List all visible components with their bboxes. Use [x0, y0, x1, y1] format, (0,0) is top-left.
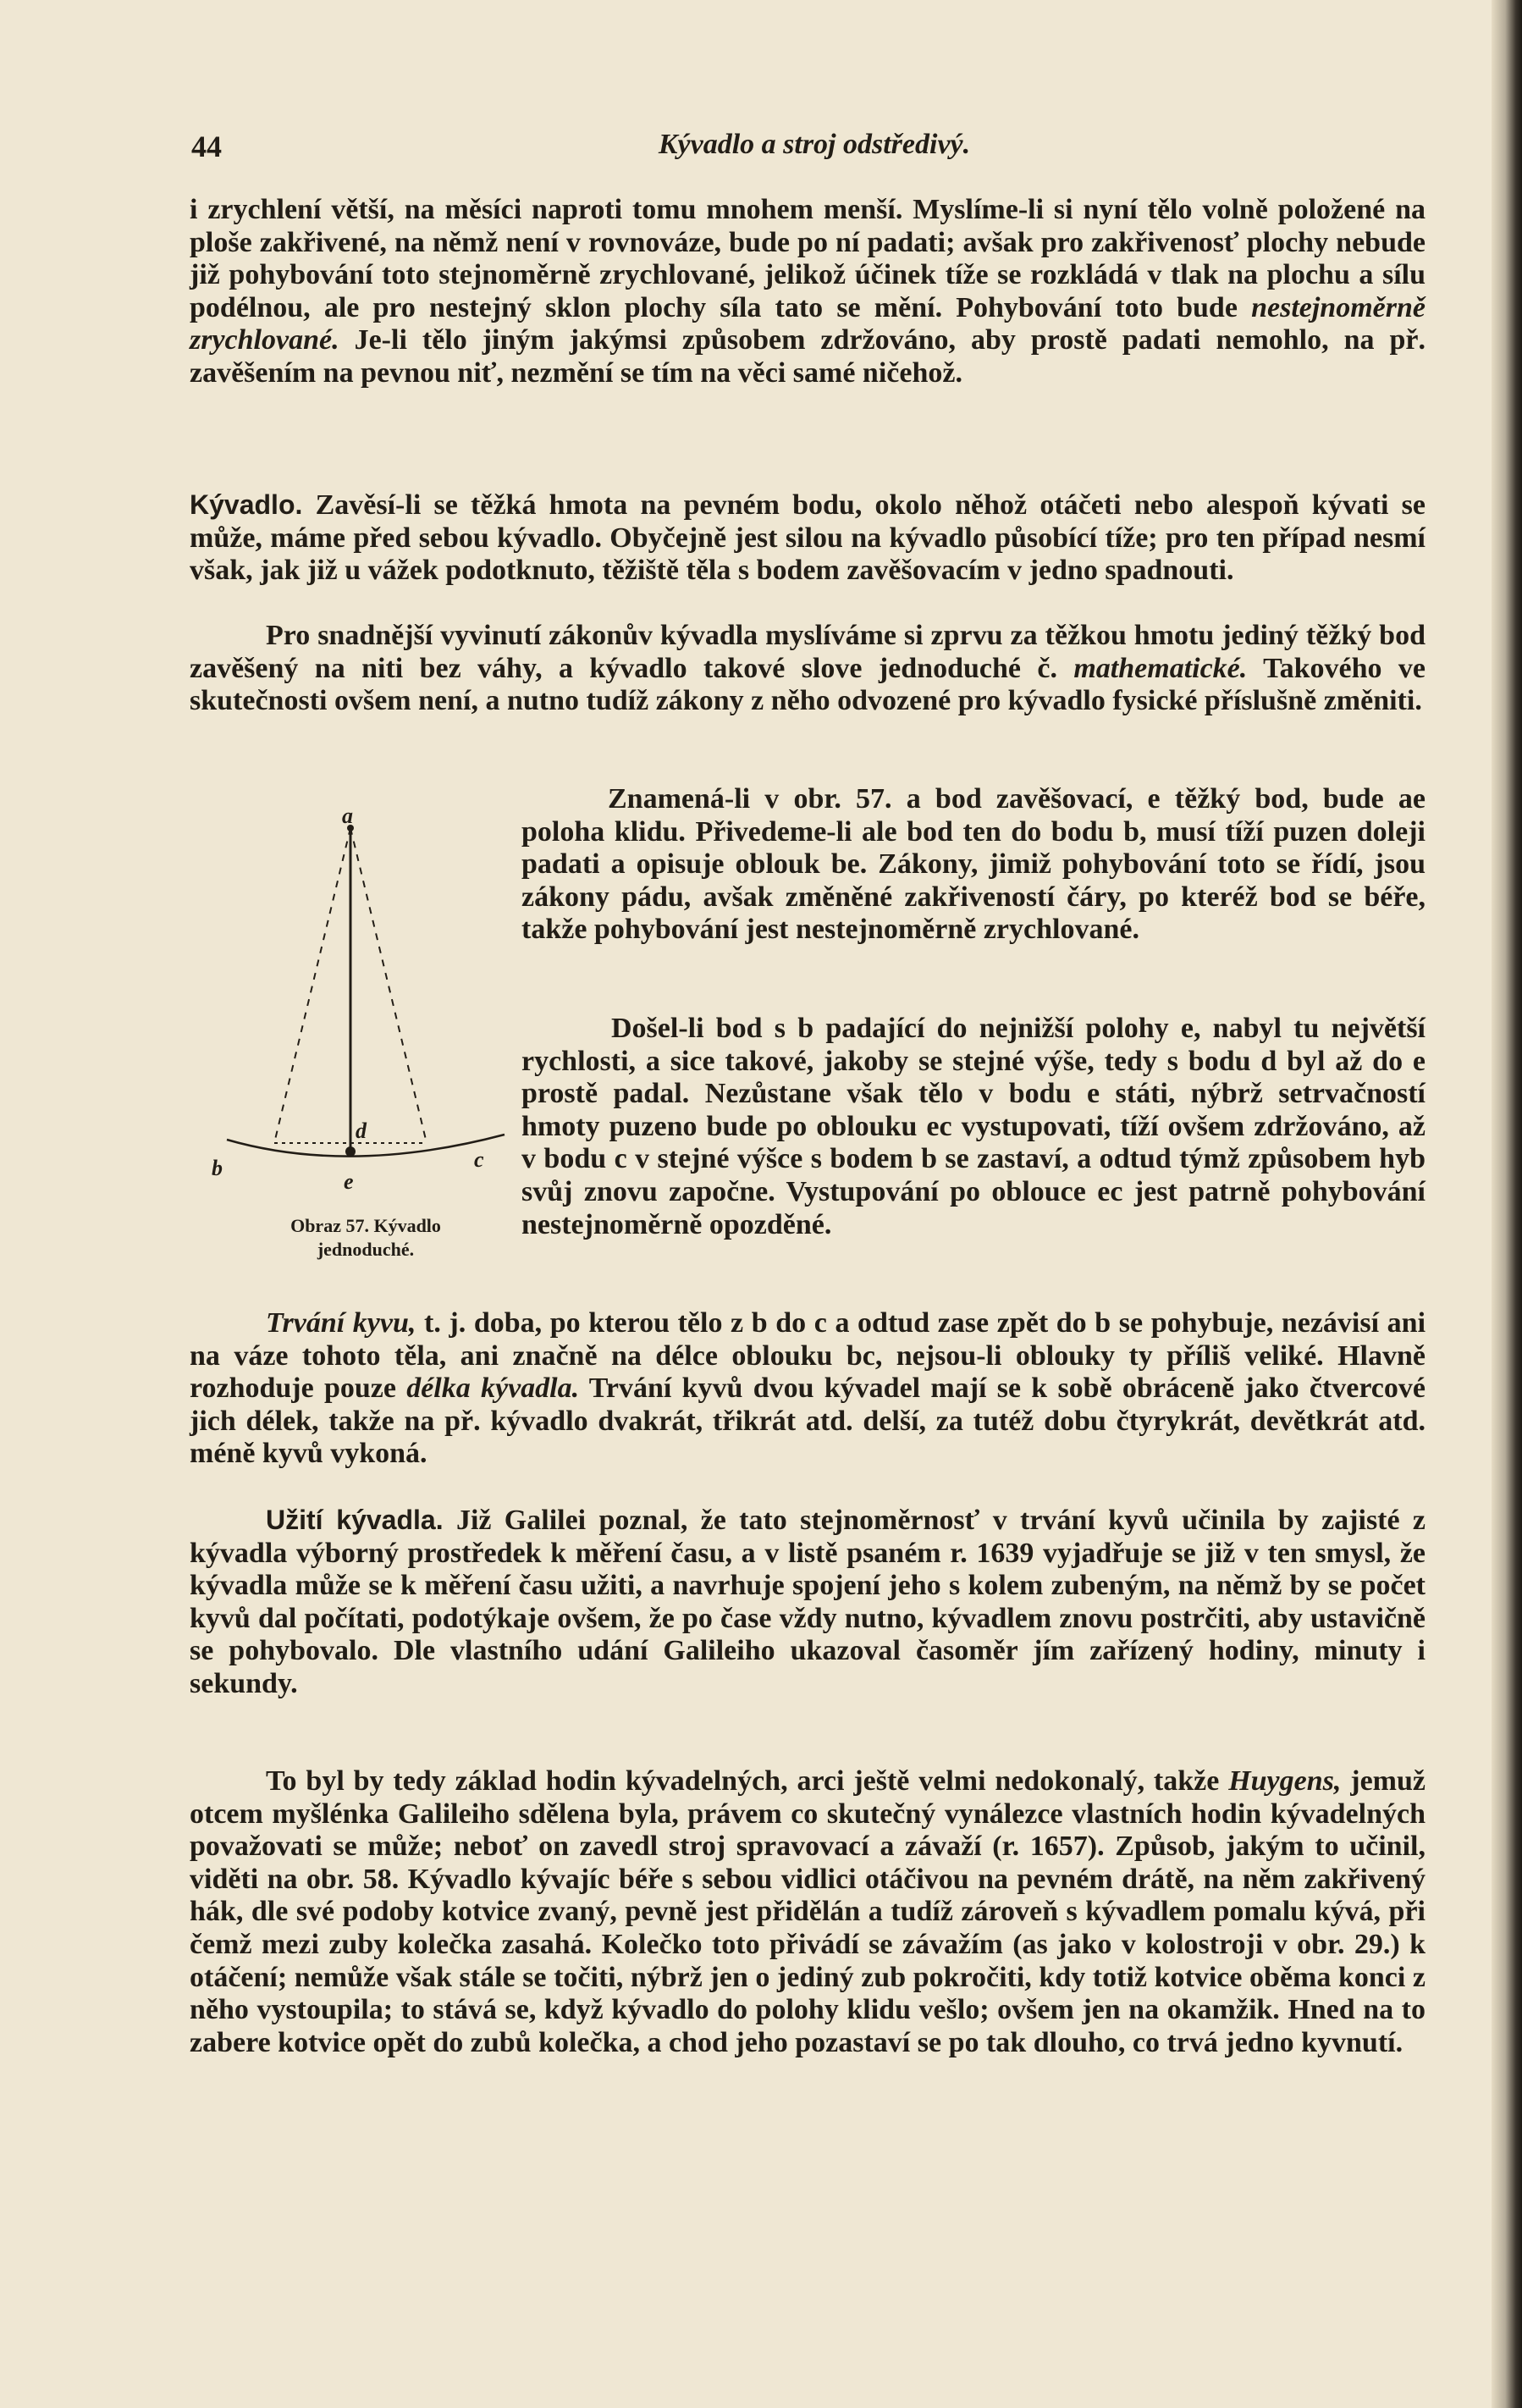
running-title: Kývadlo a stroj odstředivý. [658, 129, 971, 160]
text-span: t. j. doba, po kterou tělo z b do c a odtud zase zpět do b se pohybuje, nezávisí ani na váze tohoto těla, ani značně na délce oblouku bc, nejsou-li oblouky ty příliš veliké. Hlavně rozhoduje pouze [190, 1307, 1426, 1405]
caption-line: jednoduché. [317, 1239, 415, 1260]
text-span: jemuž otcem myšlénka Galileiho sdělena byla, právem co skutečný vynálezce vlastních hodin kývadelných považovati se může; neboť on zavedl stroj spravovací a závaží (r. 1657). Způsob, jakým to učinil, viděti na obr. 58. Kývadlo kývajíc béře s sebou vidlici otáčivou na pevném drátě, na něm zakřivený hák, dle své podoby kotvice zvaný, pevně jest přidělán a tudíž zároveň s kývadlem pomalu kývá, při čemž mezi zuby kolečka zasahá. Kolečko toto přivádí se závažím (as jako v kolostroji v obr. 29.) k otáčení; nemůže však stále se točiti, nýbrž jen o jediný zub pokročiti, kdy totiž kotvice oběma konci z něho vystoupila; to stává se, když kývadlo do polohy klidu vešlo; ovšem jen na okamžik. Hned na to zabere kotvice opět do zubů kolečka, a chod jeho pozastaví se po tak dlouho, co trvá jedno kyvnutí. [190, 1765, 1425, 2058]
emphasis: nestejnoměrně zrychlované. [190, 291, 1425, 356]
text-span: Znamená-li v obr. 57. a bod zavěšovací, e těžký bod, bude ae poloha klidu. Přivedeme-li ale bod ten do bodu b, musí tíží puzen doleji padati a opisuje oblouk be. Zákony, jimiž pohybování toto se řídí, jsou zákony pádu, avšak změněné zakřiveností čáry, po kteréž bod se béře, takže pohybování jest nestejnoměrně zrychlované. [521, 783, 1425, 946]
paragraph-4 [521, 783, 1425, 947]
text-span: Zavěsí-li se těžká hmota na pevném bodu, okolo něhož otáčeti nebo alespoň kývati se může, máme před sebou kývadlo. Obyčejně jest silou na kývadlo působící tíže; pro ten případ nesmí však, jak již u vážek podotknuto, těžiště těla s bodem zavěšovacím v jedno spadnouti. [190, 489, 1426, 587]
pendulum-bob [345, 1146, 356, 1157]
paragraph-5 [521, 1013, 1425, 1241]
text-span: Došel-li bod s b padající do nejnižší polohy e, nabyl tu největší rychlosti, a sice takové, jakoby se stejné výše, tedy s bodu d byl až do e prostě padal. Nezůstane však tělo v bodu e státi, nýbrž setrvačností hmoty puzeno bude po oblouku ec vystupovati, tíží ovšem zdržováno, až v bodu c v stejné výšce s bodem b se zastaví, a odtud týmž způsobem hyb svůj znovu započne. Vystupování po oblouce ec jest patrně pohybování nestejnoměrně opozděné. [521, 1013, 1425, 1240]
emphasis: Huygens, [1228, 1765, 1342, 1797]
text-span: Již Galilei poznal, že tato stejnoměrnosť v trvání kyvů učinila by zajisté z kývadla výborný prostředek k měření času, a v listě psaném r. 1639 vyjadřuje se již v ten smysl, že kývadla může se k měření času užiti, a navrhuje spojení jeho s kolem zubeným, na němž by se počet kyvů dal počítati, podotýkaje ovšem, že po čase vždy nutno, kývadlem znovu postrčiti, aby ustavičně se pohybovalo. Dle vlastního udání Galileiho ukazoval časoměr jím zařízený hodiny, minuty i sekundy. [190, 1505, 1426, 1699]
label-b: b [212, 1156, 223, 1180]
text-span: Takového ve skutečnosti ovšem není, a nutno tudíž zákony z něho odvozené pro kývadlo fysické příslušně změniti. [190, 652, 1426, 717]
paragraph-7 [190, 1504, 1425, 1701]
paragraph-3 [190, 620, 1425, 718]
section-heading: Užití kývadla. [266, 1505, 444, 1535]
paragraph-2 [190, 489, 1425, 588]
swing-line-ac [350, 828, 427, 1143]
emphasis: mathematické. [1073, 652, 1248, 684]
text-span: Pro snadnější vyvinutí zákonův kývadla myslíváme si zprvu za těžkou hmotu jediný těžký bod zavěšený na niti bez váhy, a kývadlo takové slove jednoduché č. [190, 620, 1425, 684]
book-spine-shadow [1492, 0, 1522, 2408]
swing-line-ab [274, 828, 350, 1143]
figure-caption [247, 1214, 484, 1262]
caption-line: Obraz 57. Kývadlo [290, 1215, 441, 1236]
text-span: Trvání kyvů dvou kývadel mají se k sobě obráceně jako čtvercové jich délek, takže na př. kývadlo dvakrát, třikrát atd. delší, za tutéž dobu čtyrykrát, devětkrát atd. méně kyvů vykoná. [190, 1372, 1425, 1470]
emphasis: Trvání kyvu, [266, 1307, 416, 1339]
label-a: a [342, 811, 353, 828]
paragraph-8 [190, 1765, 1425, 2059]
paragraph-1 [190, 194, 1425, 390]
label-e: e [344, 1169, 354, 1194]
text-span: Je-li tělo jiným jakýmsi způsobem zdržováno, aby prostě padati nemohlo, na př. zavěšením na pevnou niť, nezmění se tím na věci samé ničehož. [190, 324, 1425, 389]
label-d: d [356, 1118, 367, 1143]
paragraph-6 [190, 1307, 1425, 1471]
text-span: To byl by tedy základ hodin kývadelných, arci ještě velmi nedokonalý, takže [266, 1765, 1220, 1797]
page-number: 44 [191, 130, 222, 163]
text-span: i zrychlení větší, na měsíci naproti tomu mnohem menší. Myslíme-li si nyní tělo volně položené na ploše zakřivené, na němž není v rovnováze, bude po ní padati; avšak pro zakřivenosť plochy nebude již pohybování toto stejnoměrně zrychlované, jelikož účinek tíže se rozkládá v tlak na plochu a sílu podélnou, ale pro nestejný sklon plochy síla tato se mění. Pohybování toto bude [190, 194, 1425, 323]
page-header [191, 129, 1437, 171]
emphasis: délka kývadla. [406, 1372, 580, 1405]
label-c: c [474, 1147, 484, 1172]
section-heading: Kývadlo. [190, 489, 303, 520]
